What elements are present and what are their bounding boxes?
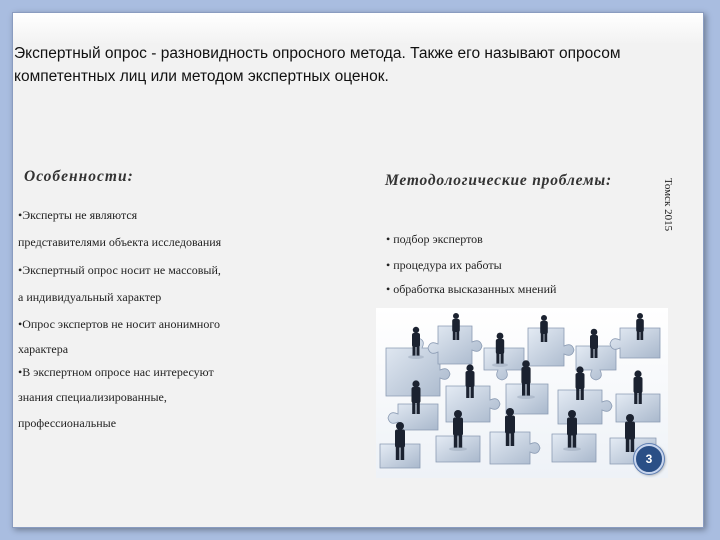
problems-item: • процедура их работы [386, 258, 502, 272]
problems-item: • подбор экспертов [386, 232, 483, 246]
location-year-note: Томск 2015 [662, 178, 674, 232]
problems-label: Методологические проблемы: [385, 172, 612, 189]
features-line: знания специализированные, [18, 390, 167, 404]
features-line: •Эксперты не являются [18, 208, 138, 222]
features-line: представителями объекта исследования [18, 235, 222, 249]
slide-heading [14, 42, 674, 88]
heading-term: Экспертный опрос [14, 45, 147, 62]
heading-definition: - разновидность опросного метода. Также его называют опросом компетентных лиц или методом экспертных оценок. [14, 45, 621, 85]
features-line: а индивидуальный характер [18, 290, 162, 304]
features-line: характера [18, 342, 69, 356]
features-line: •Опрос экспертов не носит анонимного [18, 317, 220, 331]
features-line: •В экспертном опросе нас интересуют [18, 365, 214, 379]
page-number-badge: 3 [634, 444, 664, 474]
features-label: Особенности: [24, 168, 134, 185]
features-line: •Экспертный опрос носит не массовый, [18, 263, 221, 277]
problems-item: • обработка высказанных мнений [386, 282, 557, 296]
features-line: профессиональные [18, 416, 117, 430]
business-people-puzzle-image [376, 308, 668, 478]
slide-top-band [13, 13, 703, 45]
